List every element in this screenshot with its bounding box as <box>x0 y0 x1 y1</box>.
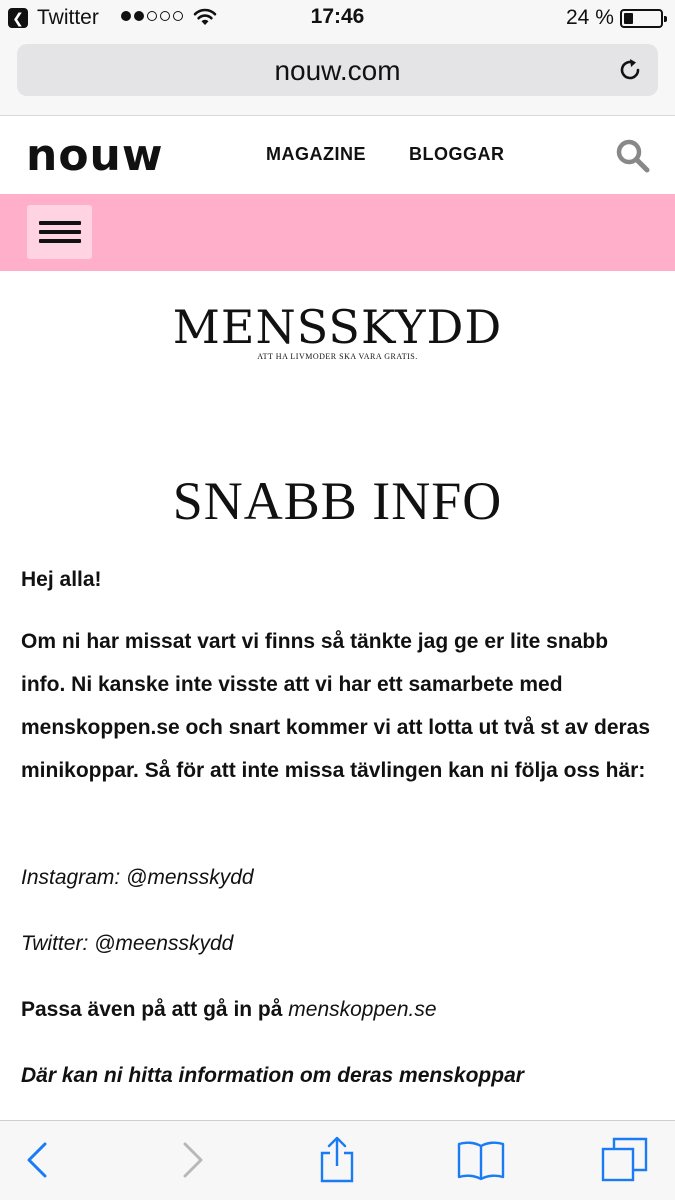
url-text[interactable]: nouw.com <box>274 55 401 86</box>
post-greeting: Hej alla! <box>21 568 102 591</box>
passa-text: Passa även på att gå in på <box>21 998 289 1021</box>
reload-icon[interactable] <box>616 56 644 84</box>
bookmarks-icon[interactable] <box>456 1135 506 1185</box>
blog-menu-bar <box>0 194 675 271</box>
dar-line <box>21 1064 651 1088</box>
blog-name[interactable]: MENSSKYDD <box>172 300 503 354</box>
passa-line <box>21 998 651 1022</box>
blog-tagline: ATT HA LIVMODER SKA VARA GRATIS. <box>257 352 418 361</box>
site-header <box>0 116 675 194</box>
browser-address-area <box>0 36 675 116</box>
nav-bloggar[interactable]: BLOGGAR <box>409 144 505 164</box>
post-title: SNABB INFO <box>172 471 503 531</box>
browser-toolbar <box>0 1120 675 1200</box>
post-body <box>21 560 651 812</box>
twitter-handle[interactable]: Twitter: @meensskydd <box>21 932 234 955</box>
back-to-app-label[interactable]: Twitter <box>37 6 99 29</box>
back-chevron-icon[interactable] <box>14 1135 64 1185</box>
instagram-handle[interactable]: Instagram: @mensskydd <box>21 866 254 889</box>
search-icon[interactable] <box>615 138 651 174</box>
nav-magazine[interactable]: MAGAZINE <box>266 144 366 164</box>
twitter-line <box>21 932 651 956</box>
forward-chevron-icon[interactable] <box>166 1135 216 1185</box>
hamburger-menu-icon[interactable] <box>27 205 92 259</box>
post-intro: Om ni har missat vart vi finns så tänkte jag ge er lite snabb info. Ni kanske inte visste att vi har ett samarbete med menskoppen.se och snart kommer vi att lotta ut två st av deras minikoppar. Så för att inte missa tävlingen kan ni följa oss här: <box>21 630 651 782</box>
share-icon[interactable] <box>312 1135 362 1185</box>
menskoppen-link[interactable]: menskoppen.se <box>288 998 437 1021</box>
nouw-logo[interactable]: nouw <box>26 130 164 181</box>
battery-percent: 24 % <box>566 6 614 29</box>
tabs-icon[interactable] <box>600 1135 650 1185</box>
instagram-line <box>21 866 651 890</box>
battery-icon <box>620 9 663 28</box>
status-bar <box>0 0 675 36</box>
dar-text: Där kan ni hitta information om deras menskoppar <box>21 1064 524 1087</box>
clock: 17:46 <box>310 5 365 28</box>
back-to-app-icon[interactable]: ❮ <box>8 8 28 28</box>
address-bar[interactable] <box>17 44 658 96</box>
